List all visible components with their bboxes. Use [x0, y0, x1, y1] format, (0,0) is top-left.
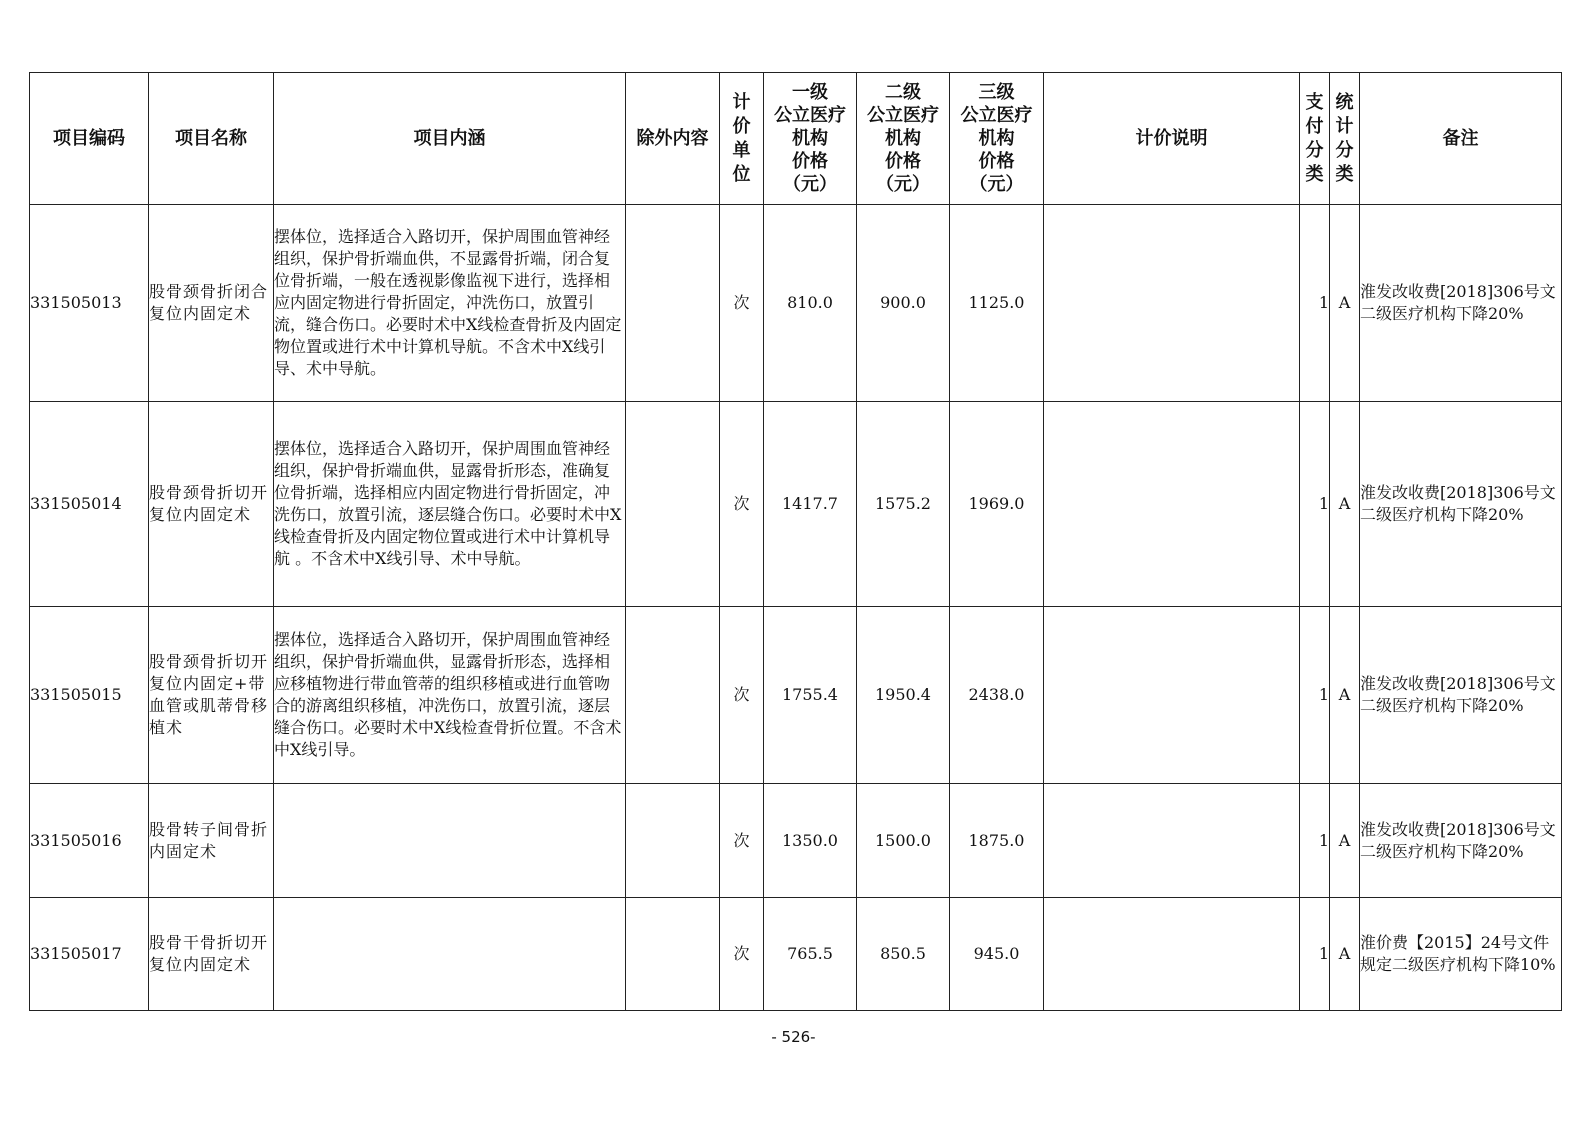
row-exclusions [626, 402, 720, 607]
row-name: 股骨颈骨折闭合复位内固定术 [149, 205, 274, 402]
row-name: 股骨颈骨折切开复位内固定+带血管或肌蒂骨移植术 [149, 607, 274, 784]
row-price3: 2438.0 [950, 607, 1044, 784]
header-content: 项目内涵 [274, 73, 626, 205]
row-remark: 淮价费【2015】24号文件规定二级医疗机构下降10% [1360, 898, 1562, 1011]
table-row [30, 784, 1562, 898]
row-exclusions [626, 205, 720, 402]
row-remark: 淮发改收费[2018]306号文二级医疗机构下降20% [1360, 784, 1562, 898]
row-stat-class: A [1330, 205, 1360, 402]
table-row [30, 607, 1562, 784]
row-code: 331505013 [30, 205, 149, 402]
row-pay-class: 1 [1300, 898, 1330, 1011]
row-price1: 1350.0 [764, 784, 857, 898]
row-code: 331505016 [30, 784, 149, 898]
header-stat-class-cell [1330, 73, 1360, 205]
row-remark: 淮发改收费[2018]306号文二级医疗机构下降20% [1360, 205, 1562, 402]
header-row [30, 73, 1562, 205]
row-price1: 1417.7 [764, 402, 857, 607]
row-pricing-note [1044, 402, 1300, 607]
row-pricing-note [1044, 205, 1300, 402]
row-price3: 1969.0 [950, 402, 1044, 607]
row-content: 摆体位，选择适合入路切开，保护周围血管神经组织，保护骨折端血供，不显露骨折端，闭合复位骨折端，一般在透视影像监视下进行，选择相应内固定物进行骨折固定，冲洗伤口，放置引流，缝合伤口。必要时术中X线检查骨折及内固定物位置或进行术中计算机导航。不含术中X线引导、术中导航。 [274, 205, 626, 402]
table-row [30, 402, 1562, 607]
header-price3-cell [950, 73, 1044, 205]
row-exclusions [626, 784, 720, 898]
row-price3: 1875.0 [950, 784, 1044, 898]
row-unit: 次 [720, 898, 764, 1011]
header-name: 项目名称 [149, 73, 274, 205]
header-exclusions: 除外内容 [626, 73, 720, 205]
header-unit-cell [720, 73, 764, 205]
row-content [274, 898, 626, 1011]
header-pay-class-cell [1300, 73, 1330, 205]
row-unit: 次 [720, 205, 764, 402]
row-price1: 1755.4 [764, 607, 857, 784]
row-unit: 次 [720, 784, 764, 898]
header-unit: 计价单位 [732, 91, 751, 185]
row-code: 331505017 [30, 898, 149, 1011]
row-price1: 765.5 [764, 898, 857, 1011]
row-pay-class: 1 [1300, 607, 1330, 784]
header-price1-cell [764, 73, 857, 205]
row-code: 331505015 [30, 607, 149, 784]
header-pay-class: 支付分类 [1305, 91, 1324, 185]
row-price2: 850.5 [857, 898, 950, 1011]
row-stat-class: A [1330, 402, 1360, 607]
header-price2: 二级 公立医疗 机构 价格 （元） [867, 82, 939, 195]
row-name: 股骨颈骨折切开复位内固定术 [149, 402, 274, 607]
row-pay-class: 1 [1300, 784, 1330, 898]
row-content: 摆体位，选择适合入路切开，保护周围血管神经组织，保护骨折端血供，显露骨折形态，选择相应移植物进行带血管蒂的组织移植或进行血管吻合的游离组织移植，冲洗伤口，放置引流，逐层缝合伤口。必要时术中X线检查骨折位置。不含术中X线引导。 [274, 607, 626, 784]
row-price3: 1125.0 [950, 205, 1044, 402]
price-table [29, 72, 1562, 1011]
page-number: - 526- [771, 1028, 816, 1046]
row-stat-class: A [1330, 898, 1360, 1011]
row-price2: 1575.2 [857, 402, 950, 607]
row-stat-class: A [1330, 607, 1360, 784]
row-pricing-note [1044, 784, 1300, 898]
row-pricing-note [1044, 898, 1300, 1011]
row-price2: 1950.4 [857, 607, 950, 784]
row-code: 331505014 [30, 402, 149, 607]
row-pay-class: 1 [1300, 205, 1330, 402]
header-stat-class: 统计分类 [1335, 91, 1354, 185]
header-price2-cell [857, 73, 950, 205]
row-pay-class: 1 [1300, 402, 1330, 607]
row-pricing-note [1044, 607, 1300, 784]
row-content: 摆体位，选择适合入路切开，保护周围血管神经组织，保护骨折端血供，显露骨折形态，准确复位骨折端，选择相应内固定物进行骨折固定，冲洗伤口，放置引流，逐层缝合伤口。必要时术中X线检查骨折及内固定物位置或进行术中计算机导航 。不含术中X线引导、术中导航。 [274, 402, 626, 607]
row-remark: 淮发改收费[2018]306号文二级医疗机构下降20% [1360, 402, 1562, 607]
row-price2: 900.0 [857, 205, 950, 402]
row-price3: 945.0 [950, 898, 1044, 1011]
row-name: 股骨转子间骨折内固定术 [149, 784, 274, 898]
row-remark: 淮发改收费[2018]306号文二级医疗机构下降20% [1360, 607, 1562, 784]
header-remark: 备注 [1360, 73, 1562, 205]
table-row [30, 205, 1562, 402]
header-code: 项目编码 [30, 73, 149, 205]
header-price3: 三级 公立医疗 机构 价格 （元） [960, 82, 1033, 195]
row-price1: 810.0 [764, 205, 857, 402]
header-price1: 一级 公立医疗 机构 价格 （元） [774, 82, 846, 195]
row-price2: 1500.0 [857, 784, 950, 898]
row-stat-class: A [1330, 784, 1360, 898]
row-unit: 次 [720, 402, 764, 607]
row-name: 股骨干骨折切开复位内固定术 [149, 898, 274, 1011]
row-exclusions [626, 607, 720, 784]
table-row [30, 898, 1562, 1011]
row-exclusions [626, 898, 720, 1011]
row-content [274, 784, 626, 898]
header-pricing-note: 计价说明 [1044, 73, 1300, 205]
row-unit: 次 [720, 607, 764, 784]
